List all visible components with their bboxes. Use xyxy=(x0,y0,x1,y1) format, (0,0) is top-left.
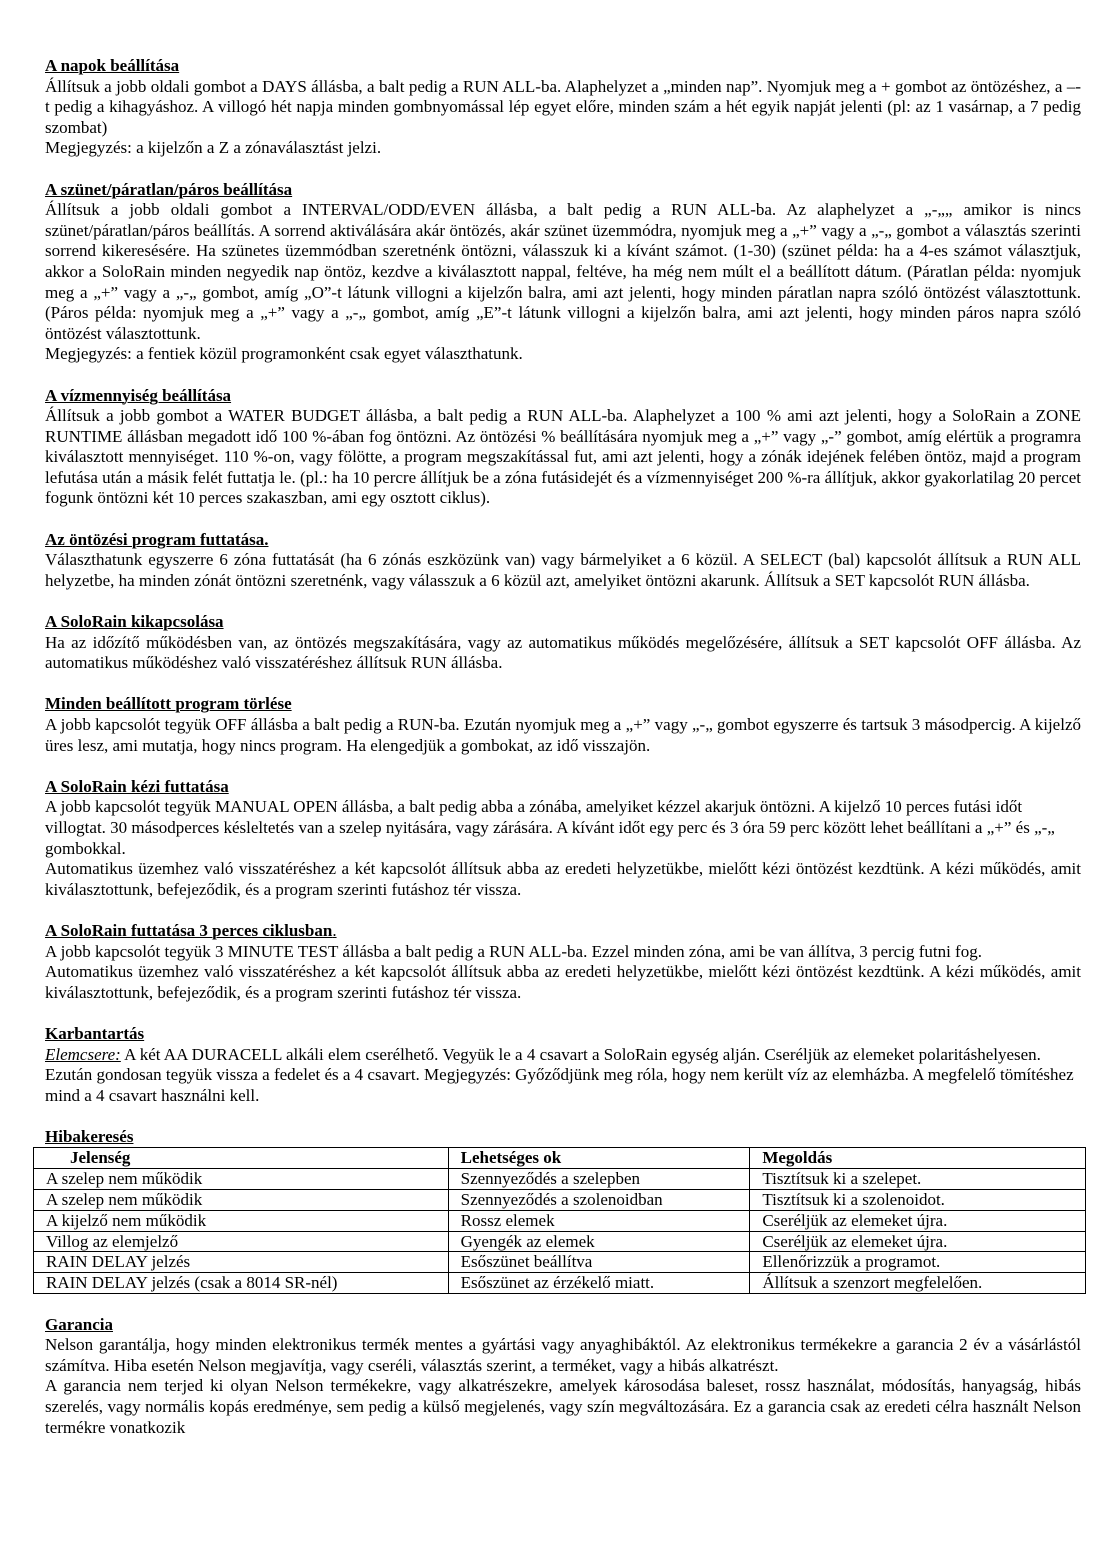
section-title: Karbantartás xyxy=(45,1023,145,1043)
table-header-row xyxy=(34,1148,1086,1169)
paragraph xyxy=(45,1045,1081,1107)
paragraph: A jobb kapcsolót tegyük 3 MINUTE TEST állásba a balt pedig a RUN ALL-ba. Ezzel minden zóna, ami be van állítva, 3 percig futni fog. xyxy=(45,941,982,961)
table-cell: Cseréljük az elemeket újra. xyxy=(750,1231,1086,1252)
section-maintenance xyxy=(45,1024,1081,1106)
table-cell: Gyengék az elemek xyxy=(448,1231,750,1252)
note-paragraph: Megjegyzés: a kijelzőn a Z a zónaválasztást jelzi. xyxy=(45,138,382,158)
table-cell: Esőszünet az érzékelő miatt. xyxy=(448,1273,750,1294)
table-row xyxy=(34,1231,1086,1252)
column-header-solution: Megoldás xyxy=(750,1148,1086,1169)
column-header-symptom: Jelenség xyxy=(34,1148,449,1169)
table-cell: A szelep nem működik xyxy=(34,1190,449,1211)
table-cell: Szennyeződés a szolenoidban xyxy=(448,1190,750,1211)
paragraph: Állítsuk a jobb gombot a WATER BUDGET állásba, a balt pedig a RUN ALL-ba. Alaphelyzet a 100 % ami azt jelenti, hogy a SoloRain a ZONE RUNTIME állásban megadott idő 100 %-ában fog öntözni. Az öntözési % beállítására nyomjuk meg a „+” vagy „-” gombot, amíg elértük a programra kiválasztott mennyiséget. 110 %-on, vagy fölötte, a program megszakítással fut, ami azt jelenti, hogy a zónák idejének felében öntöz, majd a program lefutása után a másik felét futtatja le. (pl.: ha 10 percre állítjuk be a zóna futásidejét és a vízmennyiséget 200 %-ra állítjuk, akkor gyakorlatilag 20 percet fogunk öntözni két 10 perces szakaszban, ami egy osztott ciklus). xyxy=(45,406,1081,508)
table-cell: A kijelző nem működik xyxy=(34,1210,449,1231)
table-cell: Rossz elemek xyxy=(448,1210,750,1231)
section-title: Minden beállított program törlése xyxy=(45,694,292,714)
note-paragraph: Megjegyzés: a fentiek közül programonként csak egyet választhatunk. xyxy=(45,344,523,364)
table-cell: Állítsuk a szenzort megfelelően. xyxy=(750,1273,1086,1294)
section-clear-programs xyxy=(45,694,1081,756)
table-row xyxy=(34,1252,1086,1273)
column-header-cause: Lehetséges ok xyxy=(448,1148,750,1169)
section-title: A vízmennyiség beállítása xyxy=(45,385,232,405)
paragraph: Ha az időzítő működésben van, az öntözés megszakítására, vagy az automatikus működés megelőzésére, állítsuk a SET kapcsolót OFF állásba. Az automatikus működéshez való visszatéréshez állítsuk RUN állásba. xyxy=(45,632,1081,673)
paragraph: A garancia nem terjed ki olyan Nelson termékekre, vagy alkatrészekre, amelyek károsodása baleset, rossz használat, módosítás, hanyagság, hibás szerelés, vagy normális kopás eredménye, sem pedig a külső megjelenés, vagy szín megváltozására. Ez a garancia csak az eredeti célra használt Nelson termékre vonatkozik xyxy=(45,1376,1081,1437)
paragraph: A jobb kapcsolót tegyük OFF állásba a balt pedig a RUN-ba. Ezután nyomjuk meg a „+” vagy „-„ gombot egyszerre és tartsuk 3 másodpercig. A kijelző üres lesz, ami mutatja, hogy nincs program. Ha elengedjük a gombokat, az idő visszajön. xyxy=(45,715,1081,755)
section-warranty xyxy=(45,1315,1081,1439)
troubleshooting-table xyxy=(33,1147,1086,1294)
table-cell: Cseréljük az elemeket újra. xyxy=(750,1210,1086,1231)
section-interval xyxy=(45,180,1081,365)
table-cell: Tisztítsuk ki a szelepet. xyxy=(750,1169,1086,1190)
section-title: A napok beállítása xyxy=(45,56,180,75)
paragraph: Automatikus üzemhez való visszatéréshez a két kapcsolót állítsuk abba az eredeti helyzetükbe, mielőtt kézi öntözést kezdtünk. A kézi működés, amit kiválasztottunk, befejeződik, és a program szerinti futáshoz tér vissza. xyxy=(45,962,1081,1002)
table-cell: Szennyeződés a szelepben xyxy=(448,1169,750,1190)
table-row xyxy=(34,1190,1086,1211)
paragraph: Állítsuk a jobb oldali gombot a INTERVAL/ODD/EVEN állásba, a balt pedig a RUN ALL-ba. Az alaphelyzet a „-„„ amikor is nincs szünet/páratlan/páros beállítás. A sorrend aktiválására akár öntözés, akár szünet üzemmódra, nyomjuk meg a „+” vagy a „-„ gombot a választás szerinti sorrend kikeresésére. Ha szünetes üzemmódban szeretnénk öntözni, válasszuk ki a kívánt számot. (1-30) (szünet példa: ha a 4-es számot választjuk, akkor a SoloRain minden negyedik nap öntöz, kezdve a kiválasztott nappal, feltéve, ha még nem múlt el a beállított dátum. (Páratlan példa: nyomjuk meg a „+” vagy a „-„ gombot, amíg „O”-t látunk villogni a kijelzőn balra, ami azt jelenti, hogy minden páratlan napra szóló öntözést választottunk. (Páros példa: nyomjuk meg a „+” vagy a „-„ gombot, amíg „E”-t látunk villogni a kijelzőn balra, ami azt jelenti, hogy minden páros napra szóló öntözést választottunk. xyxy=(45,200,1081,343)
section-title: A szünet/páratlan/páros beállítása xyxy=(45,179,293,199)
paragraph: Választhatunk egyszerre 6 zóna futtatását (ha 6 zónás eszközünk van) vagy bármelyiket a 6 közül. A SELECT (bal) kapcsolót állítsuk a RUN ALL helyzetbe, ha minden zónát öntözni szeretnénk, vagy válasszuk a 6 közül azt, amelyiket öntözni akarunk. Állítsuk a SET kapcsolót RUN állásba. xyxy=(45,550,1081,590)
section-title: Az öntözési program futtatása. xyxy=(45,529,269,549)
table-cell: A szelep nem működik xyxy=(34,1169,449,1190)
maintenance-text: A két AA DURACELL alkáli elem cserélhető. Vegyük le a 4 csavart a SoloRain egység alján. Cseréljük az elemeket polaritáshelyesen. Ezután gondosan tegyük vissza a fedelet és a 4 csavart. Megjegyzés: Győződjünk meg róla, hogy nem került víz az elemházba. A megfelelő tömítéshez mind a 4 csavart használni kell. xyxy=(45,1044,1074,1105)
table-cell: Villog az elemjelző xyxy=(34,1231,449,1252)
table-cell: RAIN DELAY jelzés (csak a 8014 SR-nél) xyxy=(34,1273,449,1294)
table-cell: Tisztítsuk ki a szolenoidot. xyxy=(750,1190,1086,1211)
section-title: Hibakeresés xyxy=(45,1126,134,1146)
paragraph: Automatikus üzemhez való visszatéréshez a két kapcsolót állítsuk abba az eredeti helyzetükbe, mielőtt kézi öntözést kezdtünk. A kézi működés, amit kiválasztottunk, befejeződik, és a program szerinti futáshoz tér vissza. xyxy=(45,859,1081,899)
table-row xyxy=(34,1210,1086,1231)
section-title: A SoloRain kézi futtatása xyxy=(45,776,229,796)
section-test-cycle xyxy=(45,921,1081,1003)
paragraph: A jobb kapcsolót tegyük MANUAL OPEN állásba, a balt pedig abba a zónába, amelyiket kézzel akarjuk öntözni. A kijelző 10 perces futási időt villogtat. 30 másodperces késleltetés van a szelep nyitására, vagy zárására. A kívánt időt egy perc és 3 óra 59 perc között lehet beállítani a „+” és „-„ gombokkal. xyxy=(45,797,1055,858)
paragraph: Nelson garantálja, hogy minden elektronikus termék mentes a gyártási vagy anyaghibáktól. Az elektronikus termékekre a garancia 2 év a vásárlástól számítva. Hiba esetén Nelson megjavítja, vagy cseréli, választás szerint, a terméket, vagy a hibás alkatrészt. xyxy=(45,1335,1081,1375)
table-cell: RAIN DELAY jelzés xyxy=(34,1252,449,1273)
section-run-program xyxy=(45,530,1081,592)
section-title: A SoloRain kikapcsolása xyxy=(45,612,224,632)
lead-label: Elemcsere: xyxy=(45,1044,121,1064)
section-manual-run xyxy=(45,777,1081,901)
section-turn-off xyxy=(45,612,1081,674)
table-row xyxy=(34,1273,1086,1294)
table-cell: Esőszünet beállítva xyxy=(448,1252,750,1273)
table-row xyxy=(34,1169,1086,1190)
table-cell: Ellenőrizzük a programot. xyxy=(750,1252,1086,1273)
section-title: Garancia xyxy=(45,1314,113,1334)
section-title-tail: . xyxy=(332,920,337,940)
section-days xyxy=(45,56,1081,159)
section-troubleshooting xyxy=(45,1127,1081,1294)
section-title-text: A SoloRain futtatása 3 perces ciklusban xyxy=(45,920,333,940)
paragraph: Állítsuk a jobb oldali gombot a DAYS állásba, a balt pedig a RUN ALL-ba. Alaphelyzet a „minden nap”. Nyomjuk meg a + gombot az öntözéshez, a –-t pedig a kihagyáshoz. A villogó hét napja minden gombnyomással lép egyet előre, minden szám a hét egyik napját jelenti (pl: az 1 vasárnap, a 7 pedig szombat) xyxy=(45,76,1081,137)
section-water-budget xyxy=(45,386,1081,510)
section-title xyxy=(45,921,1081,942)
